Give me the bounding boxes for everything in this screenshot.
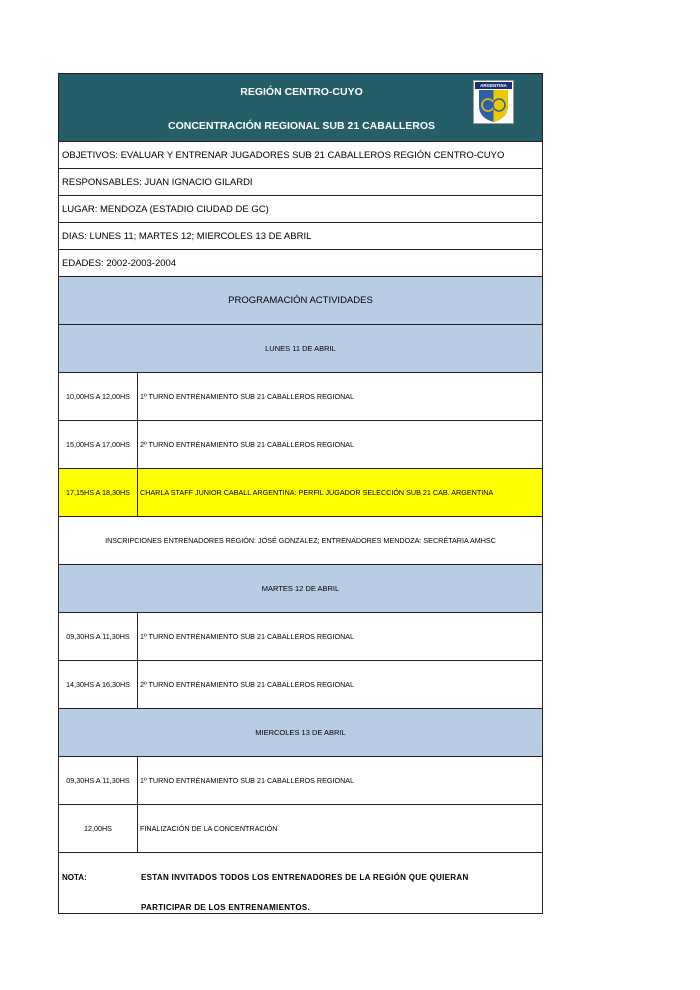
activity-desc: FINALIZACIÓN DE LA CONCENTRACIÓN	[140, 824, 278, 833]
activity-desc: 1º TURNO ENTRENAMIENTO SUB 21 CABALLEROS REGIONAL	[140, 776, 355, 785]
page-subtitle: CONCENTRACIÓN REGIONAL SUB 21 CABALLEROS	[168, 120, 435, 132]
activity-time: 14,30HS A 16,30HS	[59, 661, 138, 708]
activity-row-highlighted	[59, 469, 542, 517]
schedule-sheet	[58, 73, 543, 914]
page-title: REGIÓN CENTRO-CUYO	[240, 86, 363, 98]
info-objetivos: OBJETIVOS: EVALUAR Y ENTRENAR JUGADORES SUB 21 CABALLEROS REGIÓN CENTRO-CUYO	[59, 142, 542, 169]
activity-desc: 1º TURNO ENTRENAMIENTO SUB 21 CABALLEROS REGIONAL	[140, 392, 355, 401]
crest-icon	[474, 88, 513, 123]
nota-label: NOTA:	[62, 873, 87, 882]
nota-section	[59, 853, 542, 913]
logo-label: ARGENTINA	[475, 82, 512, 89]
activity-row	[59, 757, 542, 805]
section-programacion: PROGRAMACIÓN ACTIVIDADES	[59, 277, 542, 325]
day-header-martes: MARTES 12 DE ABRIL	[59, 565, 542, 613]
header-banner	[59, 74, 542, 142]
nota-line-1: ESTAN INVITADOS TODOS LOS ENTRENADORES DE LA REGIÓN QUE QUIERAN	[141, 873, 469, 882]
activity-row	[59, 805, 542, 853]
day-header-lunes: LUNES 11 DE ABRIL	[59, 325, 542, 373]
activity-time: 10,00HS A 12,00HS	[59, 373, 138, 420]
activity-desc: 1º TURNO ENTRENAMIENTO SUB 21 CABALLEROS REGIONAL	[140, 632, 355, 641]
info-edades: EDADES: 2002-2003-2004	[59, 250, 542, 277]
activity-desc: CHARLA STAFF JUNIOR CABALL ARGENTINA: PERFIL JUGADOR SELECCIÓN SUB 21 CAB. ARGENTINA	[140, 488, 494, 497]
activity-time: 15,00HS A 17,00HS	[59, 421, 138, 468]
nota-line-2: PARTICIPAR DE LOS ENTRENAMIENTOS.	[141, 903, 311, 912]
day-header-miercoles: MIERCOLES 13 DE ABRIL	[59, 709, 542, 757]
info-lugar: LUGAR: MENDOZA (ESTADIO CIUDAD DE GC)	[59, 196, 542, 223]
activity-row	[59, 613, 542, 661]
activity-time: 12,00HS	[59, 805, 138, 852]
activity-desc: 2º TURNO ENTRENAMIENTO SUB 21 CABALLEROS REGIONAL	[140, 680, 355, 689]
argentina-crest-logo	[473, 80, 514, 124]
activity-row	[59, 421, 542, 469]
info-dias: DIAS: LUNES 11; MARTES 12; MIERCOLES 13 DE ABRIL	[59, 223, 542, 250]
activity-row	[59, 373, 542, 421]
activity-time: 09,30HS A 11,30HS	[59, 613, 138, 660]
inscripciones-note: INSCRIPCIONES ENTRENADORES REGIÓN: JOSÉ GONZALEZ; ENTRENADORES MENDOZA: SECRETARIA AMHSC	[59, 517, 542, 565]
info-responsables: RESPONSABLES: JUAN IGNACIO GILARDI	[59, 169, 542, 196]
activity-time: 17,15HS A 18,30HS	[59, 469, 138, 516]
activity-row	[59, 661, 542, 709]
activity-time: 09,30HS A 11,30HS	[59, 757, 138, 804]
activity-desc: 2º TURNO ENTRENAMIENTO SUB 21 CABALLEROS REGIONAL	[140, 440, 355, 449]
